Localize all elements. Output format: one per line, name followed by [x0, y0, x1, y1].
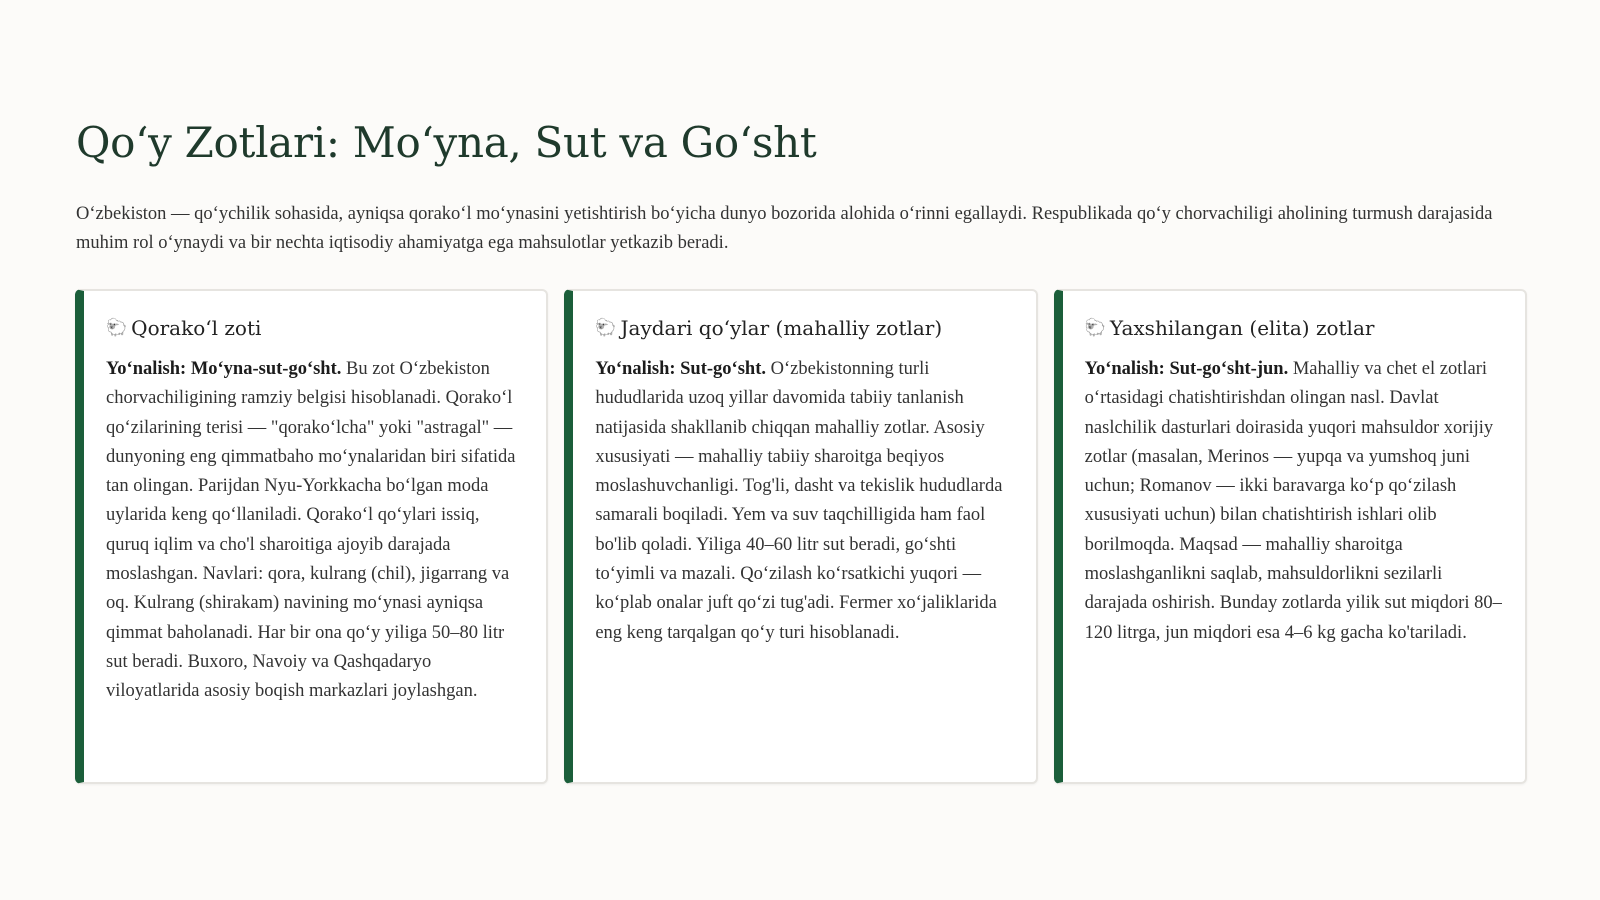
card-title — [595, 313, 1013, 343]
sheep-icon: 🐑 — [106, 318, 128, 338]
slide — [76, 118, 1526, 258]
card-body — [1085, 355, 1503, 648]
card-text: Bu zot Oʻzbekiston chorvachiligining ramziy belgisi hisoblanadi. Qorakoʻl qoʻzilarining terisi — "qorakoʻlcha" yoki "astragal" — dunyoning eng qimmatbaho moʻynalaridan biri sifatida tan olingan. Parijdan Nyu-Yorkkacha boʻlgan moda uylarida keng qoʻllaniladi. Qorakoʻl qoʻylari issiq, quruq iqlim va cho'l sharoitiga ajoyib darajada moslashgan. Navlari: qora, kulrang (chil), jigarrang va oq. Kulrang (shirakam) navining moʻynasi ayniqsa qimmat baholanadi. Har bir ona qoʻy yiliga 50–80 litr sut beradi. Buxoro, Navoiy va Qashqadaryo viloyatlarida asosiy boqish markazlari joylashgan. — [106, 359, 516, 702]
sheep-icon: 🐑 — [595, 318, 617, 338]
breed-card-qorakol — [75, 289, 548, 784]
card-text: Oʻzbekistonning turli hududlarida uzoq yillar davomida tabiiy tanlanish natijasida shakllanib chiqqan mahalliy zotlar. Asosiy xususiyati — mahalliy tabiiy sharoitga beqiyos moslashuvchanligi. Tog'li, dasht va tekislik hududlarda samarali boqiladi. Yem va suv taqchilligida ham faol bo'lib qoladi. Yiliga 40–60 litr sut beradi, goʻshti toʻyimli va mazali. Qoʻzilash koʻrsatkichi yuqori — koʻplab onalar juft qoʻzi tug'adi. Fermer xoʻjaliklarida eng keng tarqalgan qoʻy turi hisoblanadi. — [595, 359, 1003, 643]
card-direction: Yoʻnalish: Sut-goʻsht. — [595, 359, 766, 379]
breed-card-elita — [1054, 289, 1527, 784]
card-title-text: Qorakoʻl zoti — [131, 316, 262, 340]
breed-cards — [75, 289, 1527, 784]
card-title-text: Jaydari qoʻylar (mahalliy zotlar) — [620, 316, 943, 340]
card-title — [106, 313, 524, 343]
page-title: Qoʻy Zotlari: Moʻyna, Sut va Goʻsht — [76, 118, 817, 167]
card-body — [106, 355, 524, 707]
intro-paragraph: Oʻzbekiston — qoʻychilik sohasida, ayniqsa qorakoʻl moʻynasini yetishtirish boʻyicha dunyo bozorida alohida oʻrinni egallaydi. Respublikada qoʻy chorvachiligi aholining turmush darajasida muhim rol oʻynaydi va bir nechta iqtisodiy ahamiyatga ega mahsulotlar yetkazib beradi. — [76, 204, 1493, 254]
card-body — [595, 355, 1013, 648]
sheep-icon: 🐑 — [1084, 318, 1106, 338]
card-direction: Yoʻnalish: Moʻyna-sut-goʻsht. — [106, 359, 342, 379]
card-text: Mahalliy va chet el zotlari oʻrtasidagi chatishtirishdan olingan nasl. Davlat naslchilik dasturlari doirasida yuqori mahsuldor xorijiy zotlar (masalan, Merinos — yupqa va yumshoq juni uchun; Romanov — ikki baravarga koʻp qoʻzilash xususiyati uchun) bilan chatishtirish ishlari olib borilmoqda. Maqsad — mahalliy sharoitga moslashganlikni saqlab, mahsuldorlikni sezilarli darajada oshirish. Bunday zotlarda yilik sut miqdori 80–120 litrga, jun miqdori esa 4–6 kg gacha ko'tariladi. — [1084, 359, 1502, 643]
card-direction: Yoʻnalish: Sut-goʻsht-jun. — [1084, 359, 1289, 379]
breed-card-jaydari — [564, 289, 1037, 784]
card-title — [1085, 313, 1503, 343]
card-title-text: Yaxshilangan (elita) zotlar — [1109, 316, 1375, 340]
